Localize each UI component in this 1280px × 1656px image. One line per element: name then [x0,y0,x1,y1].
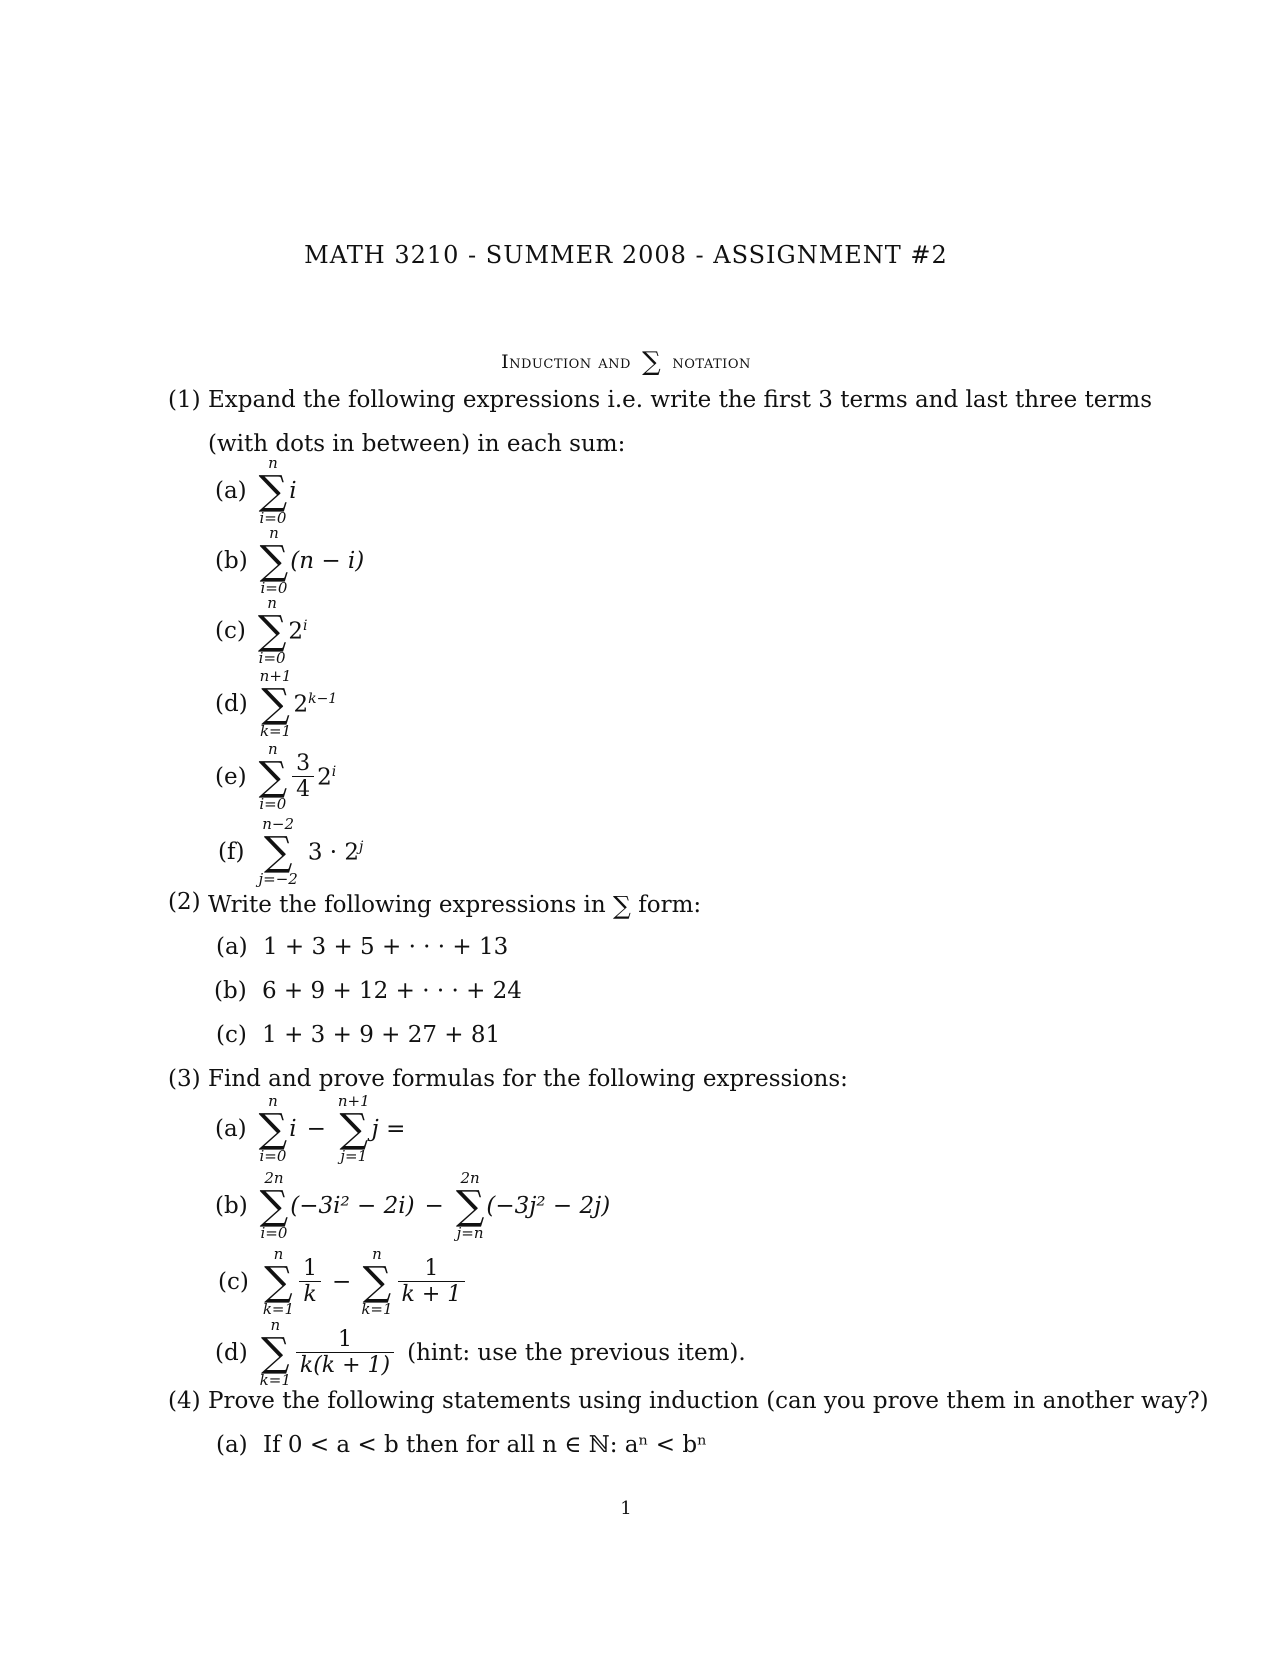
sigma-symbol: ∑ [263,829,293,876]
q2-item-a [216,936,508,959]
sigma-symbol: ∑ [258,1106,288,1153]
sum-term [308,839,364,866]
sum-term: (n − i) [290,548,365,575]
q2-item-c [216,1024,500,1047]
q3-item-a [215,1093,405,1166]
sum-lower: i=0 [259,795,287,814]
sigma-symbol: ∑ [613,891,631,920]
sum-term: j = [371,1116,406,1143]
term-exponent: i [331,763,337,780]
fraction [296,1327,394,1380]
sum-upper: n [268,1092,278,1110]
sigma-symbol: ∑ [259,538,289,585]
item-label: (b) [214,978,247,1004]
sigma-symbol: ∑ [264,1259,293,1306]
q3-number: (3) [168,1066,201,1092]
item-label: (d) [215,691,248,718]
q1-item-f [218,816,363,889]
item-label: (d) [215,1340,248,1367]
subtitle-text-1: Induction and [501,351,631,373]
sigma-symbol: ∑ [259,1183,289,1230]
summation [260,1170,289,1243]
item-label: (c) [218,1269,249,1296]
summation [260,525,289,598]
q1-number: (1) [168,387,201,413]
sum-term: i [289,1116,297,1143]
q3-item-b [215,1170,610,1243]
term-exponent: k−1 [308,690,338,707]
q3-item-d [215,1317,746,1390]
subtitle-text-2: notation [672,351,751,373]
sum-upper: n [268,454,278,472]
page-title: MATH 3210 - SUMMER 2008 - ASSIGNMENT #2 [304,241,948,269]
sum-lower: j=−2 [258,870,298,889]
sum-upper: n [268,740,278,758]
summation [260,1317,291,1390]
sum-upper: n [270,1316,281,1334]
sigma-symbol: ∑ [261,681,290,728]
fraction [299,1256,321,1309]
summation [263,1246,294,1319]
sum-term: (−3j² − 2j) [486,1193,611,1220]
q3-item-c [218,1246,468,1319]
fraction-numerator: 1 [303,1255,318,1281]
q4-text: Prove the following statements using induction (can you prove them in another way?) [208,1388,1209,1414]
sigma-symbol: ∑ [258,754,288,801]
sum-upper: 2n [460,1169,480,1187]
item-label: (a) [216,934,248,960]
item-expression: If 0 < a < b then for all n ∈ ℕ: aⁿ < bⁿ [262,1432,708,1458]
item-label: (c) [215,618,246,645]
q3-text: Find and prove formulas for the following expressions: [208,1066,848,1092]
item-label: (a) [216,1432,248,1458]
sum-upper: n−2 [262,815,295,833]
q2-text-before: Write the following expressions in [208,892,606,918]
item-expression: 1 + 3 + 9 + 27 + 81 [262,1022,501,1048]
term-base: 2 [293,691,309,718]
summation [338,1093,370,1166]
summation [259,1093,288,1166]
fraction-denominator: k(k + 1) [296,1352,394,1379]
sigma-symbol: ∑ [258,468,288,515]
summation [260,668,292,741]
item-label: (b) [215,1193,248,1220]
sum-upper: n [372,1245,382,1263]
q2-text-after: form: [638,892,702,918]
sum-term: i [289,478,297,505]
sigma-symbol: ∑ [642,347,662,377]
sigma-symbol: ∑ [362,1259,392,1306]
sigma-symbol: ∑ [260,1330,290,1377]
sum-upper: n [273,1245,284,1263]
item-label: (f) [218,839,245,866]
term-base: 3 · 2 [307,839,360,866]
sigma-symbol: ∑ [339,1106,369,1153]
sigma-symbol: ∑ [257,608,287,655]
hint-text: (hint: use the previous item). [407,1339,746,1366]
sum-lower: i=0 [259,1147,287,1166]
sum-upper: n [267,594,277,612]
fraction-denominator: k [299,1281,320,1308]
sum-lower: k=1 [361,1300,393,1319]
sum-lower: j=1 [340,1147,368,1166]
fraction [398,1256,466,1309]
q2-item-b [214,980,522,1003]
sum-lower: k=1 [262,1300,295,1319]
item-label: (e) [215,764,247,791]
item-label: (a) [215,478,247,505]
sum-lower: k=1 [259,1371,291,1390]
term-exponent: j [359,838,364,855]
q2-text [208,891,702,920]
summation [259,741,288,814]
q1-line1: Expand the following expressions i.e. write the first 3 terms and last three terms [208,387,1152,413]
sum-lower: j=n [456,1224,484,1243]
operator: − [332,1269,352,1296]
q1-item-c [215,595,308,668]
fraction-denominator: k + 1 [398,1281,466,1308]
page-subtitle [0,345,1252,375]
summation [361,1246,392,1319]
sum-lower: i=0 [258,649,286,668]
q1-item-b [215,525,364,598]
q4-item-a [216,1434,707,1457]
page-number: 1 [620,1498,632,1519]
summation [258,595,287,668]
operator: − [306,1116,326,1143]
fraction-numerator: 1 [424,1255,439,1281]
fraction-denominator: 4 [292,776,314,803]
item-label: (b) [215,548,248,575]
sum-upper: n+1 [337,1092,370,1110]
sum-term [317,764,336,791]
fraction-numerator: 1 [338,1326,352,1352]
fraction-numerator: 3 [296,750,311,776]
term-base: 2 [317,764,332,791]
q1-item-e [215,741,336,814]
q1-item-d [215,668,337,741]
operator: − [424,1193,444,1220]
sum-lower: i=0 [260,579,288,598]
fraction [292,751,314,804]
q1-item-a [215,455,297,528]
summation [259,455,288,528]
sum-upper: 2n [264,1169,284,1187]
sum-term [293,691,337,718]
sum-upper: n+1 [259,667,292,685]
sum-lower: i=0 [260,1224,288,1243]
sigma-symbol: ∑ [455,1183,485,1230]
item-label: (a) [215,1116,247,1143]
sum-term: (−3i² − 2i) [290,1193,415,1220]
sum-lower: i=0 [259,509,287,528]
sum-lower: k=1 [259,722,292,741]
term-base: 2 [288,618,304,645]
q1-line2: (with dots in between) in each sum: [208,431,626,457]
q2-number: (2) [168,889,201,915]
item-expression: 1 + 3 + 5 + · · · + 13 [262,934,509,960]
item-label: (c) [216,1022,247,1048]
sum-term [288,618,307,645]
item-expression: 6 + 9 + 12 + · · · + 24 [261,978,522,1004]
summation [456,1170,485,1243]
summation [258,816,297,889]
q4-number: (4) [168,1388,201,1414]
term-exponent: i [303,617,308,634]
sum-upper: n [269,524,279,542]
